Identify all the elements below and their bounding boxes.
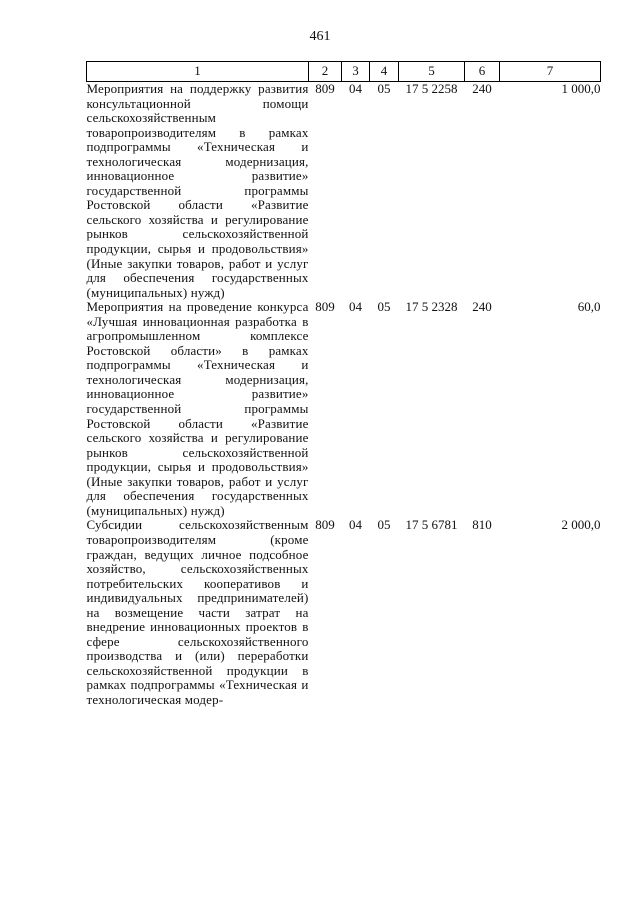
column-number-row [87,62,601,82]
table-row [87,82,601,301]
section-code: 04 [349,517,362,533]
page-number: 461 [309,29,331,44]
section-code: 04 [349,299,362,315]
target-article-code: 17 5 2328 [405,299,458,315]
column-header: 5 [399,62,465,82]
column-header: 6 [465,62,500,82]
amount: 1 000,0 [561,81,601,96]
subsection-code: 05 [377,81,391,96]
table-row [87,518,601,707]
expense-type-code: 240 [472,81,492,96]
ministry-code: 809 [315,299,335,315]
target-article-code: 17 5 6781 [405,517,458,533]
ministry-code: 809 [315,517,335,533]
subsection-code: 05 [377,299,391,315]
amount: 2 000,0 [561,517,601,533]
row-description: Субсидии сельскохозяйственным товаропроизводителям (кроме граждан, ведущих личное подсобное хозяйство, сельскохозяйственных потребительских кооперативов и индивидуальных предпринимателей) на возмещение части затрат на внедрение инновационных проектов в сфере сельскохозяйственного производства и (или) переработки сельскохозяйственной продукции в рамках подпрограммы «Техническая и технологическая модер- [86,517,309,707]
target-article-code: 17 5 2258 [405,81,458,96]
row-description: Мероприятия на поддержку развития консультационной помощи сельскохозяйственным товаропроизводителям в рамках подпрограммы «Техническая и технологическая модернизация, инновационное развитие» государственной программы Ростовской области «Развитие сельского хозяйства и регулирование рынков сельскохозяйственной продукции, сырья и продовольствия» (Иные закупки товаров, работ и услуг для обеспечения государственных (муниципальных) нужд) [86,81,309,300]
expense-type-code: 810 [472,517,492,533]
budget-table [86,61,601,708]
column-header: 2 [309,62,342,82]
expense-type-code: 240 [472,299,492,315]
subsection-code: 05 [377,517,391,533]
section-code: 04 [349,81,362,96]
amount: 60,0 [577,299,601,315]
row-description: Мероприятия на проведение конкурса «Лучшая инновационная разработка в агропромышленном комплексе Ростовской области» в рамках подпрограммы «Техническая и технологическая модернизация, инновационное развитие» государственной программы Ростовской области «Развитие сельского хозяйства и регулирование рынков сельскохозяйственной продукции, сырья и продовольствия» (Иные закупки товаров, работ и услуг для обеспечения государственных (муниципальных) нужд) [86,299,309,518]
column-header: 1 [87,62,309,82]
column-header: 4 [370,62,399,82]
table-row [87,300,601,518]
ministry-code: 809 [315,81,335,96]
column-header: 7 [500,62,601,82]
column-header: 3 [342,62,370,82]
